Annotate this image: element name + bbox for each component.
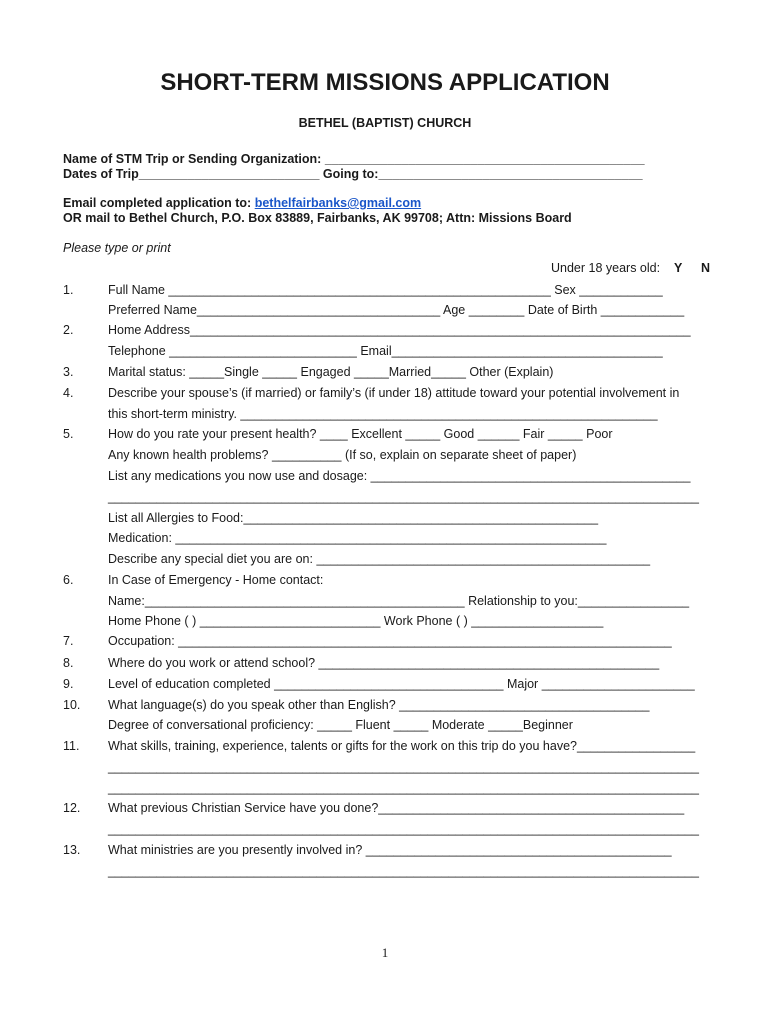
medications-field[interactable]: List any medications you now use and dosage: ______________________________________________ xyxy=(108,469,691,483)
spouse-attitude-question: Describe your spouse’s (if married) or family’s (if under 18) attitude toward your potential involvement in xyxy=(108,386,680,400)
education-major-field[interactable]: Level of education completed _________________________________ Major ______________________ xyxy=(108,677,695,691)
page-number: 1 xyxy=(381,945,389,960)
occupation-field[interactable]: Occupation: _______________________________________________________________________ xyxy=(108,634,672,648)
health-rating-field[interactable]: How do you rate your present health? ____ Excellent _____ Good ______ Fair _____ Poor xyxy=(108,427,613,441)
item-number: 9. xyxy=(63,677,74,691)
skills-field[interactable]: What skills, training, experience, talents or gifts for the work on this trip do you have?_________________ xyxy=(108,739,696,753)
item-number: 8. xyxy=(63,656,74,670)
emergency-phones-field[interactable]: Home Phone ( ) __________________________ Work Phone ( ) ___________________ xyxy=(108,614,604,628)
item-number: 1. xyxy=(63,283,74,297)
telephone-email-field[interactable]: Telephone ___________________________ Email_______________________________________ xyxy=(108,344,663,358)
previous-service-blank-line[interactable]: _____________________________________________________________________________________ xyxy=(108,822,699,836)
item-number: 5. xyxy=(63,427,74,441)
item-number: 12. xyxy=(63,801,81,815)
marital-status-field[interactable]: Marital status: _____Single _____ Engaged _____Married_____ Other (Explain) xyxy=(108,365,554,379)
email-link[interactable]: bethelfairbanks@gmail.com xyxy=(254,196,422,210)
language-proficiency-field[interactable]: Degree of conversational proficiency: _____ Fluent _____ Moderate _____Beginner xyxy=(108,718,573,732)
food-allergies-field[interactable]: List all Allergies to Food:___________________________________________________ xyxy=(108,511,599,525)
current-ministries-field[interactable]: What ministries are you presently involved in? ____________________________________________ xyxy=(108,843,672,857)
item-number: 11. xyxy=(63,739,80,753)
medications-blank-line[interactable]: _____________________________________________________________________________________ xyxy=(108,490,699,504)
current-ministries-blank-line[interactable]: _____________________________________________________________________________________ xyxy=(108,864,699,878)
special-diet-field[interactable]: Describe any special diet you are on: ________________________________________________ xyxy=(108,552,651,566)
church-name: BETHEL (BAPTIST) CHURCH xyxy=(298,116,472,130)
form-title: SHORT-TERM MISSIONS APPLICATION xyxy=(160,69,610,96)
item-number: 13. xyxy=(63,843,81,857)
previous-service-field[interactable]: What previous Christian Service have you done?____________________________________________ xyxy=(108,801,685,815)
dates-going-field[interactable]: Dates of Trip__________________________ Going to:______________________________________ xyxy=(63,167,643,181)
full-name-sex-field[interactable]: Full Name _______________________________________________________ Sex ____________ xyxy=(108,283,663,297)
item-number: 7. xyxy=(63,634,74,648)
under18-yes-option[interactable]: Y xyxy=(674,261,683,275)
emergency-name-relationship-field[interactable]: Name:______________________________________________ Relationship to you:________________ xyxy=(108,594,690,608)
item-number: 10. xyxy=(63,698,81,712)
email-prefix: Email completed application to: xyxy=(63,196,255,210)
item-number: 2. xyxy=(63,323,74,337)
work-school-field[interactable]: Where do you work or attend school? _________________________________________________ xyxy=(108,656,660,670)
mail-instructions: OR mail to Bethel Church, P.O. Box 83889, Fairbanks, AK 99708; Attn: Missions Board xyxy=(63,211,572,225)
item-number: 3. xyxy=(63,365,74,379)
spouse-attitude-field[interactable]: this short-term ministry. ____________________________________________________________ xyxy=(108,407,658,421)
stm-trip-field[interactable]: Name of STM Trip or Sending Organization: ______________________________________________ xyxy=(63,152,645,166)
health-problems-field[interactable]: Any known health problems? __________ (If so, explain on separate sheet of paper) xyxy=(108,448,577,462)
under18-label: Under 18 years old: xyxy=(551,261,661,275)
languages-field[interactable]: What language(s) do you speak other than English? ____________________________________ xyxy=(108,698,650,712)
emergency-contact-heading: In Case of Emergency - Home contact: xyxy=(108,573,324,587)
please-type-note: Please type or print xyxy=(63,241,171,255)
preferred-name-age-dob-field[interactable]: Preferred Name___________________________________ Age ________ Date of Birth ____________ xyxy=(108,303,685,317)
under18-no-option[interactable]: N xyxy=(701,261,711,275)
skills-blank-line[interactable]: _____________________________________________________________________________________ xyxy=(108,781,699,795)
item-number: 6. xyxy=(63,573,74,587)
email-instructions xyxy=(63,196,421,211)
skills-blank-line[interactable]: _____________________________________________________________________________________ xyxy=(108,760,699,774)
home-address-field[interactable]: Home Address________________________________________________________________________ xyxy=(108,323,691,337)
medication-allergies-field[interactable]: Medication: ______________________________________________________________ xyxy=(108,531,607,545)
item-number: 4. xyxy=(63,386,74,400)
